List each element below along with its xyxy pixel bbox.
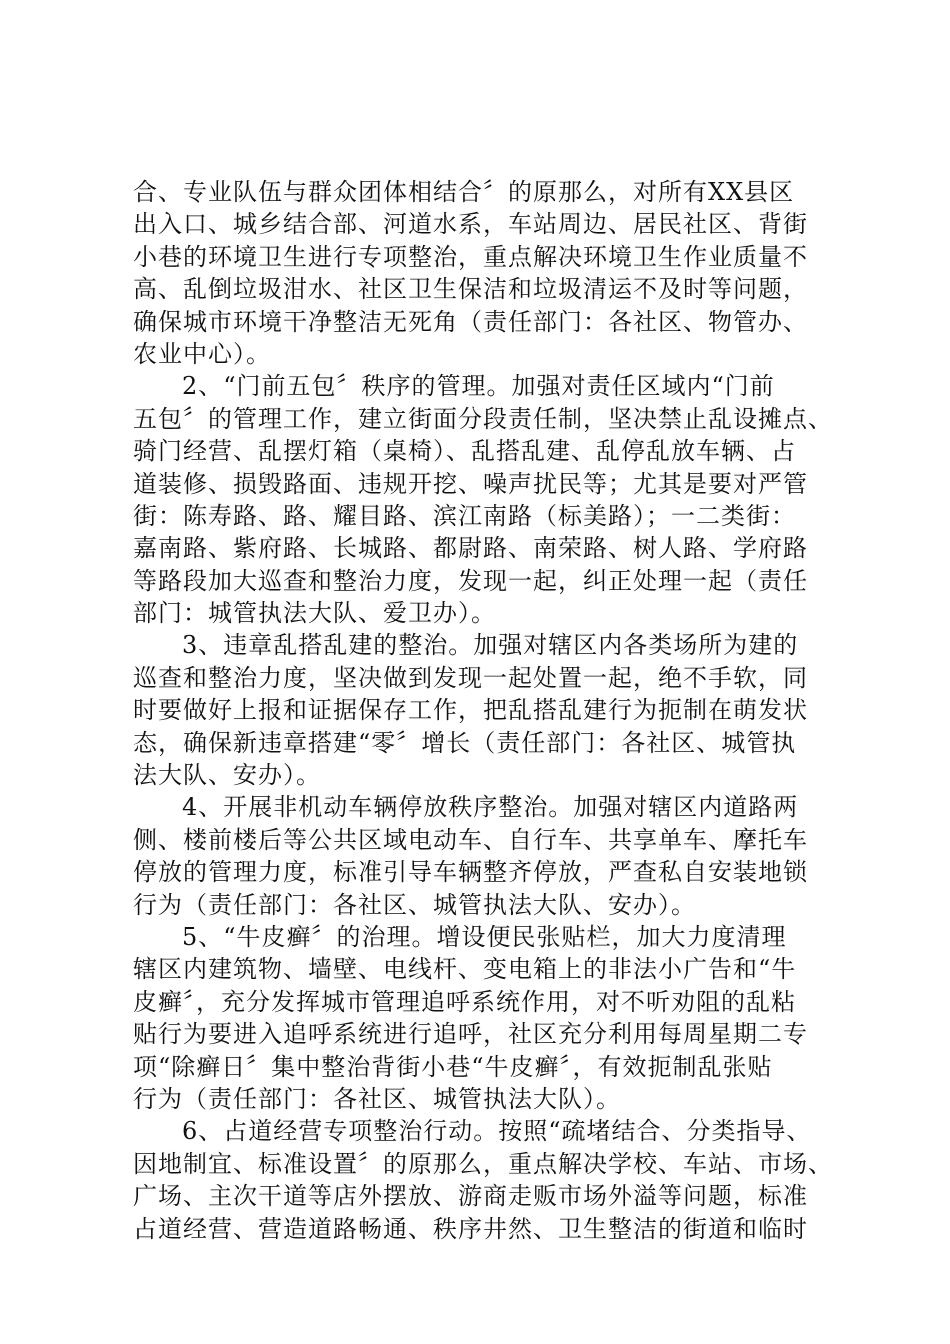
- text-line: 广场、主次干道等店外摆放、游商走贩市场外溢等问题，标准: [133, 1182, 808, 1211]
- paragraph-heading-4: 4、开展非机动车辆停放秩序整治。加强对辖区内道路两: [182, 793, 799, 822]
- text-line: 道装修、损毁路面、违规开挖、噪声扰民等；尤其是要对严管: [133, 469, 808, 498]
- text-line: 合、专业队伍与群众团体相结合〞的原那么，对所有XX县区: [133, 178, 795, 206]
- text-line: 辖区内建筑物、墙壁、电线杆、变电箱上的非法小广告和“牛: [133, 955, 797, 984]
- text-line: 占道经营、营造道路畅通、秩序井然、卫生整洁的街道和临时: [133, 1214, 808, 1243]
- text-line: 农业中心）。: [133, 339, 271, 368]
- text-line: 骑门经营、乱摆灯箱（桌椅）、乱搭乱建、乱停乱放车辆、占: [133, 437, 796, 466]
- text-line: 法大队、安办）。: [133, 761, 321, 790]
- text-line: 态，确保新违章搭建“零〞增长（责任部门：各社区、城管执: [133, 728, 797, 757]
- text-line: 皮癣〞，充分发挥城市管理追呼系统作用，对不听劝阻的乱粘: [133, 987, 796, 1016]
- text-line: 嘉南路、紫府路、长城路、都尉路、南荣路、树人路、学府路: [133, 534, 808, 563]
- text-line: 部门：城管执法大队、爱卫办）。: [133, 599, 496, 628]
- text-line: 出入口、城乡结合部、河道水系，车站周边、居民社区、背街: [133, 210, 808, 239]
- text-line: 停放的管理力度，标准引导车辆整齐停放，严查私自安装地锁: [133, 858, 808, 887]
- text-line: 等路段加大巡查和整治力度，发现一起，纠正处理一起（责任: [133, 566, 808, 595]
- text-line: 确保城市环境干净整洁无死角（责任部门：各社区、物管办、: [133, 307, 808, 336]
- text-line: 行为（责任部门：各社区、城管执法大队）。: [133, 1084, 621, 1113]
- text-line: 巡查和整治力度，坚决做到发现一起处置一起，绝不手软，同: [133, 663, 808, 692]
- paragraph-heading-6: 6、占道经营专项整治行动。按照“疏堵结合、分类指导、: [182, 1117, 812, 1146]
- text-line: 行为（责任部门：各社区、城管执法大队、安办）。: [133, 890, 696, 919]
- text-line: 因地制宜、标准设置〞的原那么，重点解决学校、车站、市场、: [133, 1149, 833, 1178]
- text-line: 高、乱倒垃圾泔水、社区卫生保洁和垃圾清运不及时等问题，: [133, 275, 808, 304]
- text-line: 五包〞的管理工作，建立街面分段责任制，坚决禁止乱设摊点、: [133, 404, 833, 433]
- text-line: 贴行为要进入追呼系统进行追呼，社区充分利用每周星期二专: [133, 1020, 808, 1049]
- paragraph-heading-5: 5、“牛皮癣〞的治理。增设便民张贴栏，加大力度清理: [182, 922, 787, 951]
- text-line: 项“除癣日〞集中整治背街小巷“牛皮癣〞，有效扼制乱张贴: [133, 1052, 773, 1081]
- text-line: 时要做好上报和证据保存工作，把乱搭乱建行为扼制在萌发状: [133, 696, 808, 725]
- text-line: 小巷的环境卫生进行专项整治，重点解决环境卫生作业质量不: [133, 242, 808, 271]
- document-body: [133, 176, 833, 1245]
- paragraph-heading-3: 3、违章乱搭乱建的整治。加强对辖区内各类场所为建的: [182, 631, 799, 660]
- text-line: 侧、楼前楼后等公共区域电动车、自行车、共享单车、摩托车: [133, 825, 808, 854]
- text-line: 街：陈寿路、路、耀目路、滨江南路（标美路）；一二类街：: [133, 501, 796, 530]
- paragraph-heading-2: 2、“门前五包〞秩序的管理。加强对责任区域内“门前: [182, 372, 775, 401]
